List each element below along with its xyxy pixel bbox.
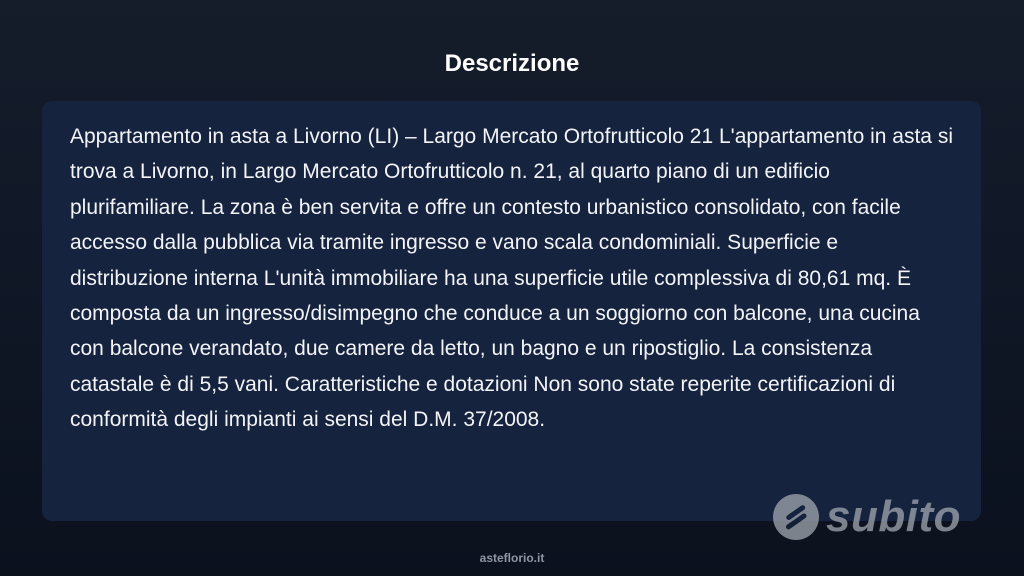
subito-watermark (772, 491, 961, 543)
subito-watermark-text: subito (826, 492, 961, 541)
description-text: Appartamento in asta a Livorno (LI) – Largo Mercato Ortofrutticolo 21 L'appartamento in asta si trova a Livorno, in Largo Mercato Ortofrutticolo n. 21, al quarto piano di un edificio plurifamiliare. La zona è ben servita e offre un contesto urbanistico consolidato, con facile accesso dalla pubblica via tramite ingresso e vano scala condominiali. Superficie e distribuzione interna L'unità immobiliare ha una superficie utile complessiva di 80,61 mq. È composta da un ingresso/disimpegno che conduce a un soggiorno con balcone, una cucina con balcone verandato, due camere da letto, un bagno e un ripostiglio. La consistenza catastale è di 5,5 vani. Caratteristiche e dotazioni Non sono state reperite certificazioni di conformità degli impianti ai sensi del D.M. 37/2008. (70, 125, 953, 432)
subito-logo-icon (772, 493, 820, 541)
source-footer: asteflorio.it (479, 551, 545, 565)
description-card (42, 101, 981, 521)
page-title: Descrizione (444, 50, 580, 77)
